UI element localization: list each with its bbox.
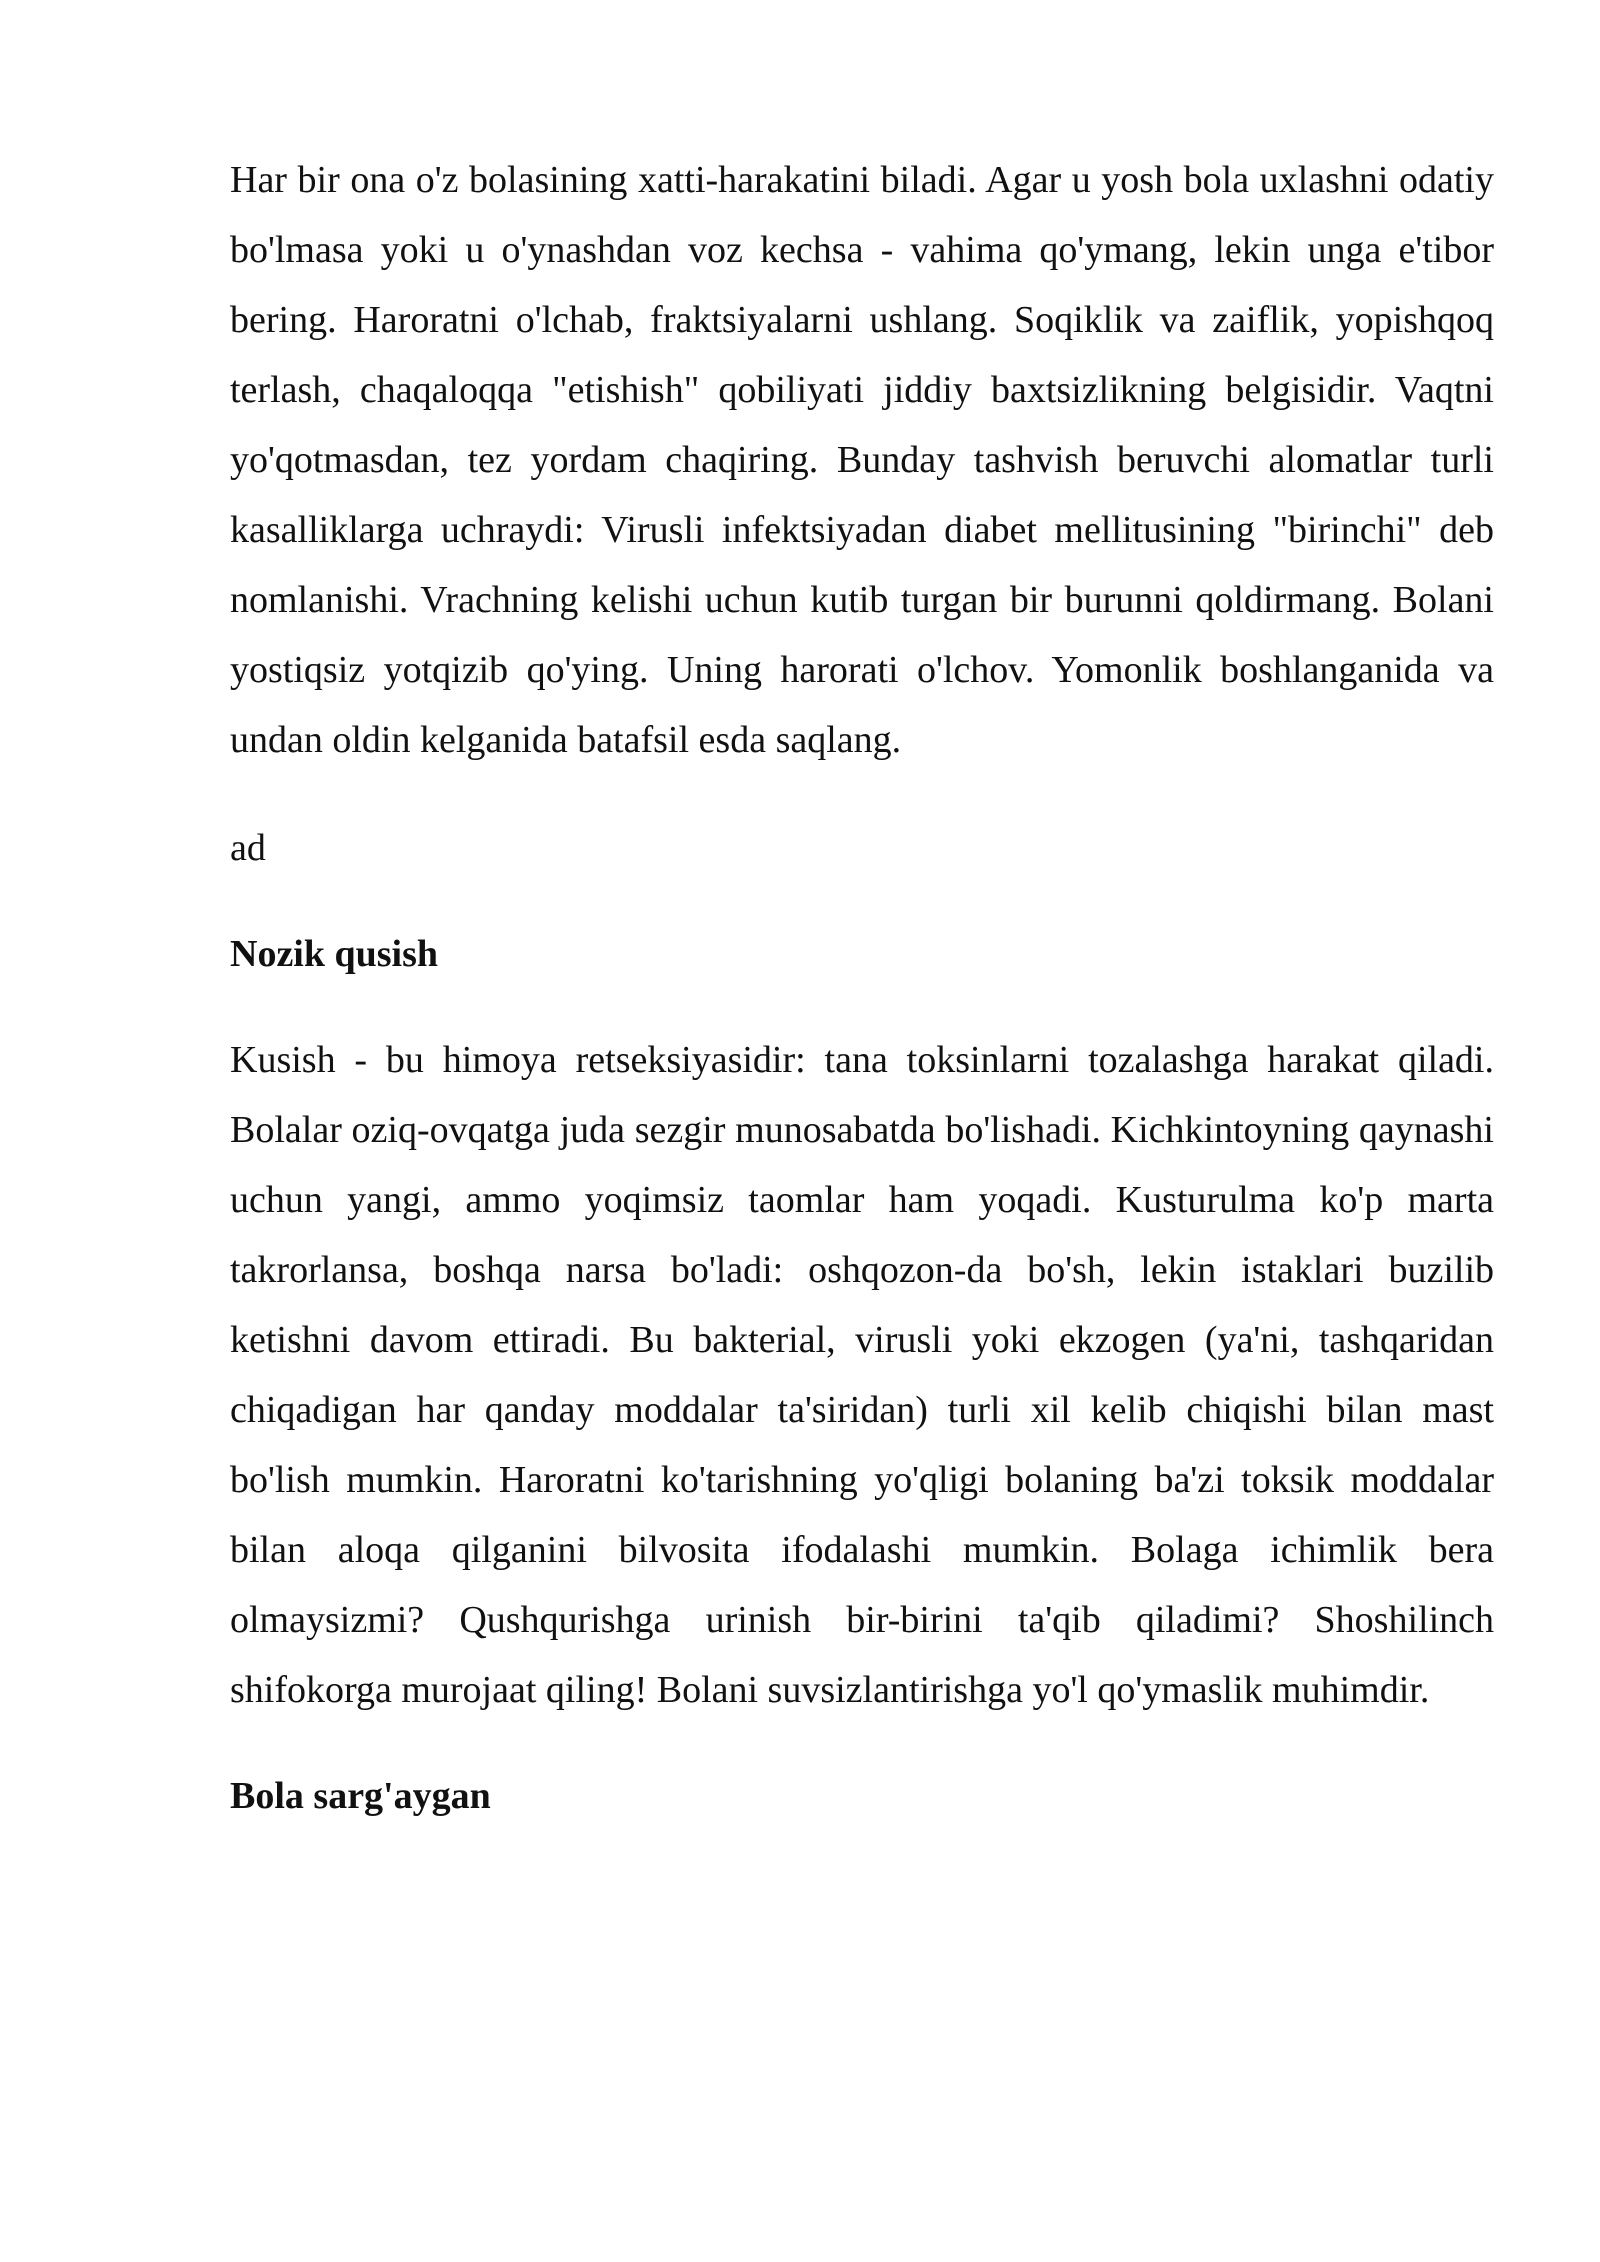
document-page (230, 145, 1494, 1831)
spacer (230, 883, 1494, 919)
section-heading-jaundice: Bola sarg'aygan (230, 1775, 491, 1817)
spacer (230, 1725, 1494, 1761)
paragraph-intro: Har bir ona o'z bolasining xatti-harakatini biladi. Agar u yosh bola uxlashni odatiy bo'lmasa yoki u o'ynashdan voz kechsa - vahima qo'ymang, lekin unga e'tibor bering. Haroratni o'lchab, fraktsiyalarni ushlang. Soqiklik va zaiflik, yopishqoq terlash, chaqaloqqa "etishish" qobiliyati jiddiy baxtsizlikning belgisidir. Vaqtni yo'qotmasdan, tez yordam chaqiring. Bunday tashvish beruvchi alomatlar turli kasalliklarga uchraydi: Virusli infektsiyadan diabet mellitusining "birinchi" deb nomlanishi. Vrachning kelishi uchun kutib turgan bir burunni qoldirmang. Bolani yostiqsiz yotqizib qo'ying. Uning harorati o'lchov. Yomonlik boshlanganida va undan oldin kelganida batafsil esda saqlang. (230, 159, 1494, 761)
ad-label: ad (230, 827, 266, 869)
spacer (230, 989, 1494, 1025)
spacer (230, 775, 1494, 813)
paragraph-vomiting: Kusish - bu himoya retseksiyasidir: tana toksinlarni tozalashga harakat qiladi. Bolalar oziq-ovqatga juda sezgir munosabatda bo'lishadi. Kichkintoyning qaynashi uchun yangi, ammo yoqimsiz taomlar ham yoqadi. Kusturulma ko'p marta takrorlansa, boshqa narsa bo'ladi: oshqozon-da bo'sh, lekin istaklari buzilib ketishni davom ettiradi. Bu bakterial, virusli yoki ekzogen (ya'ni, tashqaridan chiqadigan har qanday moddalar ta'siridan) turli xil kelib chiqishi bilan mast bo'lish mumkin. Haroratni ko'tarishning yo'qligi bolaning ba'zi toksik moddalar bilan aloqa qilganini bilvosita ifodalashi mumkin. Bolaga ichimlik bera olmaysizmi? Qushqurishga urinish bir-birini ta'qib qiladimi? Shoshilinch shifokorga murojaat qiling! Bolani suvsizlantirishga yo'l qo'ymaslik muhimdir. (230, 1039, 1494, 1711)
section-heading-vomiting: Nozik qusish (230, 933, 439, 975)
